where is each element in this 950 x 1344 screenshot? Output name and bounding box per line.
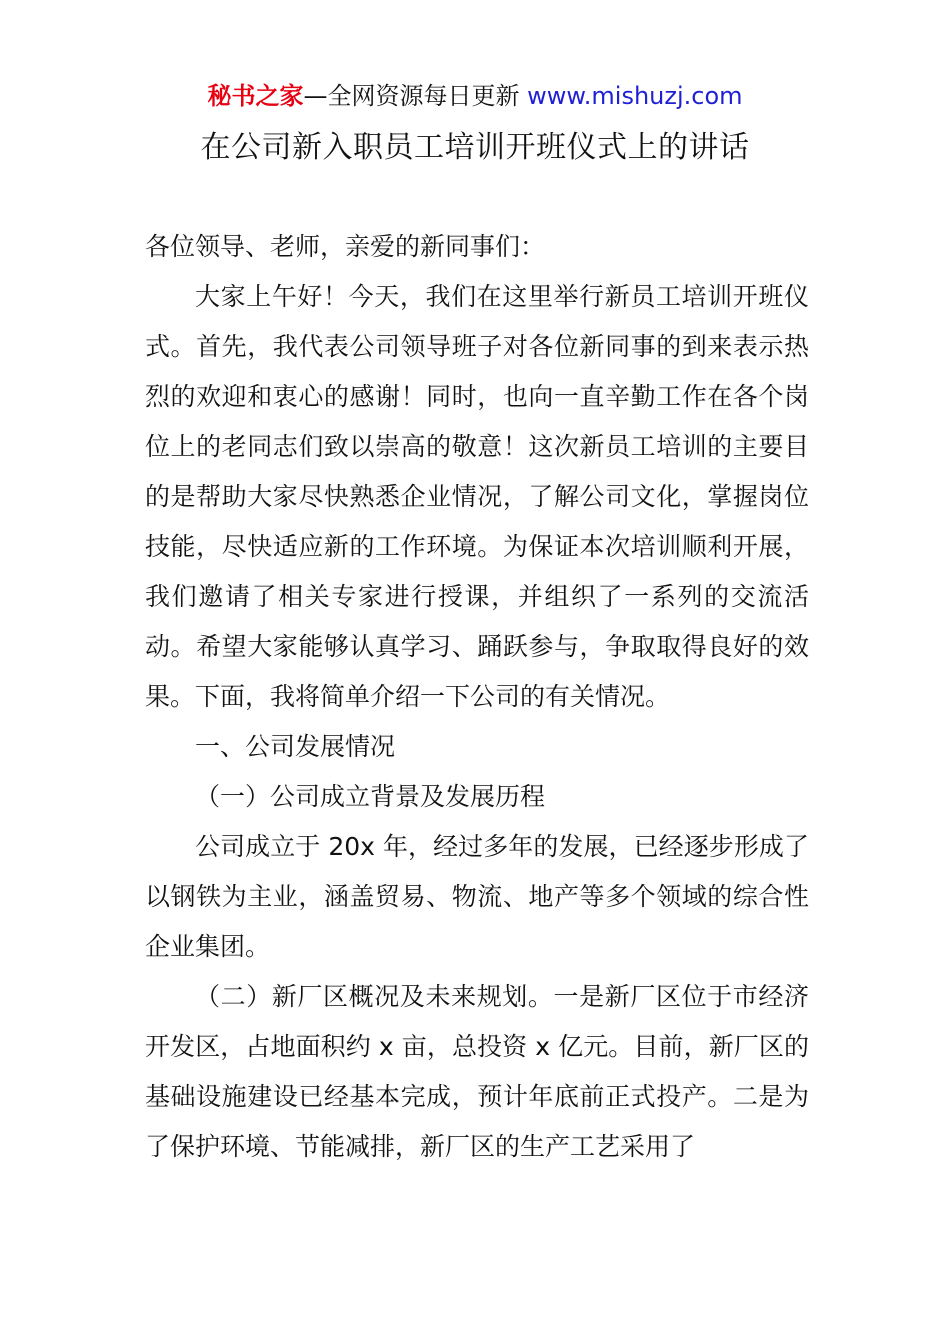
document-body [145, 222, 809, 1172]
salutation: 各位领导、老师，亲爱的新同事们： [145, 232, 546, 261]
site-header [0, 80, 950, 112]
paragraph-opening: 大家上午好！今天，我们在这里举行新员工培训开班仪式。首先，我代表公司领导班子对各位新同事的到来表示热烈的欢迎和衷心的感谢！同时，也向一直辛勤工作在各个岗位上的老同志们致以崇高的敬意！这次新员工培训的主要目的是帮助大家尽快熟悉企业情况，了解公司文化，掌握岗位技能，尽快适应新的工作环境。为保证本次培训顺利开展，我们邀请了相关专家进行授课，并组织了一系列的交流活动。希望大家能够认真学习、踊跃参与，争取取得良好的效果。下面，我将简单介绍一下公司的有关情况。 [145, 282, 809, 711]
subsection-heading-1: （一）公司成立背景及发展历程 [195, 782, 546, 811]
paragraph-new-plant: （二）新厂区概况及未来规划。一是新厂区位于市经济开发区，占地面积约 x 亩，总投资 x 亿元。目前，新厂区的基础设施建设已经基本完成，预计年底前正式投产。二是为了保护环境、节能减排，新厂区的生产工艺采用了 [145, 982, 809, 1161]
header-tagline: —全网资源每日更新 [303, 82, 528, 110]
brand-name: 秘书之家 [207, 82, 304, 110]
site-url-link[interactable]: www.mishuzj.com [527, 82, 743, 110]
section-heading-1: 一、公司发展情况 [195, 732, 396, 761]
paragraph-company-history: 公司成立于 20x 年，经过多年的发展，已经逐步形成了以钢铁为主业，涵盖贸易、物流、地产等多个领域的综合性企业集团。 [145, 832, 809, 961]
document-title: 在公司新入职员工培训开班仪式上的讲话 [200, 130, 750, 165]
